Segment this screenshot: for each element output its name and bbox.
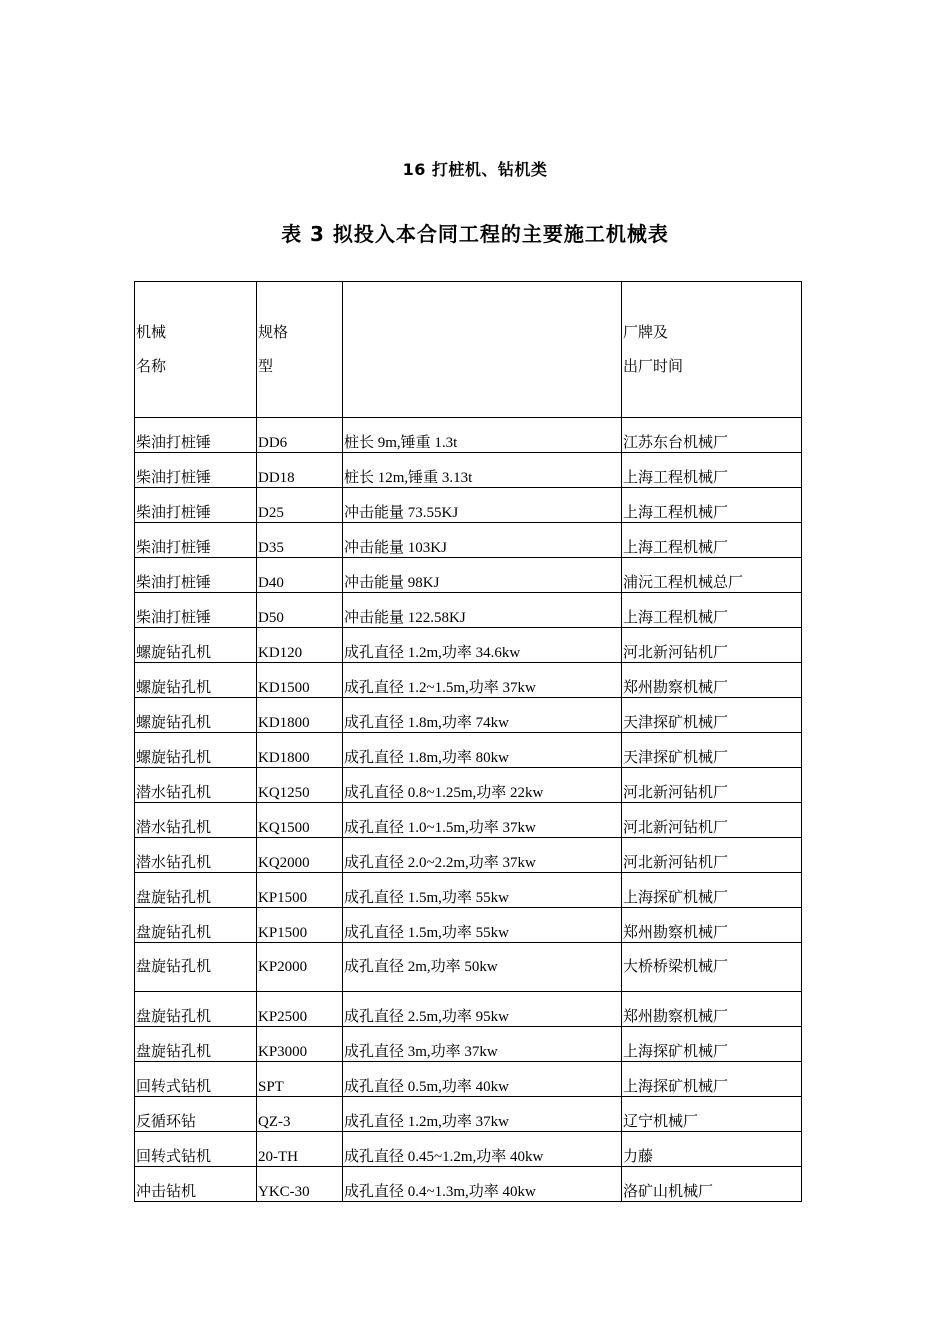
cell-model: DD18 (257, 453, 343, 488)
cell-machine-name: 盘旋钻孔机 (135, 943, 257, 992)
cell-model: KQ1500 (257, 803, 343, 838)
table-row (135, 628, 802, 663)
header-text: 出厂时间 (623, 358, 684, 375)
cell-maker: 河北新河钻机厂 (622, 768, 802, 803)
header-text: 型 (258, 358, 274, 375)
cell-spec: 冲击能量 98KJ (343, 558, 622, 593)
cell-spec: 成孔直径 0.45~1.2m,功率 40kw (343, 1132, 622, 1167)
cell-model: KP1500 (257, 908, 343, 943)
cell-maker: 郑州勘察机械厂 (622, 908, 802, 943)
header-cell-maker (622, 282, 802, 418)
cell-spec: 成孔直径 3m,功率 37kw (343, 1027, 622, 1062)
cell-maker: 上海工程机械厂 (622, 488, 802, 523)
cell-machine-name: 潜水钻孔机 (135, 838, 257, 873)
cell-maker: 上海探矿机械厂 (622, 873, 802, 908)
table-row (135, 908, 802, 943)
cell-machine-name: 回转式钻机 (135, 1132, 257, 1167)
cell-machine-name: 回转式钻机 (135, 1062, 257, 1097)
cell-maker: 天津探矿机械厂 (622, 733, 802, 768)
table-row (135, 523, 802, 558)
header-cell-model (257, 282, 343, 418)
table-row (135, 1097, 802, 1132)
cell-maker: 上海工程机械厂 (622, 593, 802, 628)
cell-machine-name: 反循环钻 (135, 1097, 257, 1132)
cell-model: KD1800 (257, 698, 343, 733)
header-text: 厂牌及 (623, 324, 669, 341)
cell-machine-name: 冲击钻机 (135, 1167, 257, 1202)
table-row (135, 803, 802, 838)
cell-maker: 河北新河钻机厂 (622, 628, 802, 663)
cell-model: D35 (257, 523, 343, 558)
cell-spec: 桩长 12m,锤重 3.13t (343, 453, 622, 488)
cell-maker: 浦沅工程机械总厂 (622, 558, 802, 593)
table-row (135, 1167, 802, 1202)
cell-maker: 力藤 (622, 1132, 802, 1167)
cell-machine-name: 螺旋钻孔机 (135, 698, 257, 733)
table-row (135, 453, 802, 488)
header-text: 名称 (136, 358, 167, 375)
table-row (135, 768, 802, 803)
cell-spec: 成孔直径 1.5m,功率 55kw (343, 908, 622, 943)
cell-spec: 成孔直径 1.8m,功率 80kw (343, 733, 622, 768)
cell-model: KP2500 (257, 992, 343, 1027)
cell-spec: 成孔直径 0.5m,功率 40kw (343, 1062, 622, 1097)
cell-machine-name: 潜水钻孔机 (135, 768, 257, 803)
cell-spec: 成孔直径 1.0~1.5m,功率 37kw (343, 803, 622, 838)
cell-machine-name: 螺旋钻孔机 (135, 733, 257, 768)
table-row (135, 943, 802, 992)
cell-model: KP2000 (257, 943, 343, 992)
cell-model: KD120 (257, 628, 343, 663)
machinery-table (134, 281, 802, 1202)
cell-model: QZ-3 (257, 1097, 343, 1132)
cell-maker: 洛矿山机械厂 (622, 1167, 802, 1202)
table-row (135, 873, 802, 908)
cell-machine-name: 柴油打桩锤 (135, 593, 257, 628)
cell-model: KQ2000 (257, 838, 343, 873)
header-cell-spec (343, 282, 622, 418)
cell-spec: 成孔直径 2.5m,功率 95kw (343, 992, 622, 1027)
cell-machine-name: 盘旋钻孔机 (135, 908, 257, 943)
cell-model: KD1800 (257, 733, 343, 768)
table-row (135, 558, 802, 593)
cell-spec: 桩长 9m,锤重 1.3t (343, 418, 622, 453)
table-row (135, 488, 802, 523)
cell-maker: 郑州勘察机械厂 (622, 992, 802, 1027)
table-row (135, 698, 802, 733)
cell-model: D50 (257, 593, 343, 628)
cell-machine-name: 柴油打桩锤 (135, 523, 257, 558)
cell-spec: 成孔直径 1.8m,功率 74kw (343, 698, 622, 733)
cell-machine-name: 柴油打桩锤 (135, 418, 257, 453)
cell-maker: 天津探矿机械厂 (622, 698, 802, 733)
cell-spec: 成孔直径 1.2m,功率 34.6kw (343, 628, 622, 663)
cell-spec: 成孔直径 0.8~1.25m,功率 22kw (343, 768, 622, 803)
header-cell-machine-name (135, 282, 257, 418)
cell-spec: 成孔直径 1.2m,功率 37kw (343, 1097, 622, 1132)
cell-maker: 郑州勘察机械厂 (622, 663, 802, 698)
cell-spec: 冲击能量 73.55KJ (343, 488, 622, 523)
cell-maker: 上海探矿机械厂 (622, 1027, 802, 1062)
cell-model: 20-TH (257, 1132, 343, 1167)
cell-machine-name: 螺旋钻孔机 (135, 628, 257, 663)
cell-maker: 大桥桥梁机械厂 (622, 943, 802, 992)
cell-model: D40 (257, 558, 343, 593)
header-text: 机械 (136, 324, 167, 341)
cell-maker: 辽宁机械厂 (622, 1097, 802, 1132)
cell-machine-name: 柴油打桩锤 (135, 488, 257, 523)
table-row (135, 1132, 802, 1167)
table-row (135, 663, 802, 698)
cell-model: DD6 (257, 418, 343, 453)
table-row (135, 838, 802, 873)
cell-maker: 上海工程机械厂 (622, 453, 802, 488)
cell-model: KQ1250 (257, 768, 343, 803)
cell-maker: 河北新河钻机厂 (622, 838, 802, 873)
cell-spec: 冲击能量 103KJ (343, 523, 622, 558)
cell-spec: 成孔直径 1.5m,功率 55kw (343, 873, 622, 908)
table-row (135, 418, 802, 453)
section-heading: 16 打桩机、钻机类 (402, 160, 548, 179)
cell-machine-name: 柴油打桩锤 (135, 558, 257, 593)
cell-spec: 成孔直径 2.0~2.2m,功率 37kw (343, 838, 622, 873)
cell-model: KD1500 (257, 663, 343, 698)
table-header-row (135, 282, 802, 418)
cell-model: KP1500 (257, 873, 343, 908)
cell-machine-name: 盘旋钻孔机 (135, 992, 257, 1027)
cell-spec: 成孔直径 2m,功率 50kw (343, 943, 622, 992)
cell-machine-name: 柴油打桩锤 (135, 453, 257, 488)
table-row (135, 593, 802, 628)
table-row (135, 992, 802, 1027)
cell-spec: 冲击能量 122.58KJ (343, 593, 622, 628)
table-title: 表 3 拟投入本合同工程的主要施工机械表 (281, 222, 669, 246)
cell-maker: 上海工程机械厂 (622, 523, 802, 558)
cell-spec: 成孔直径 1.2~1.5m,功率 37kw (343, 663, 622, 698)
cell-machine-name: 潜水钻孔机 (135, 803, 257, 838)
cell-maker: 河北新河钻机厂 (622, 803, 802, 838)
cell-machine-name: 螺旋钻孔机 (135, 663, 257, 698)
cell-model: SPT (257, 1062, 343, 1097)
cell-model: D25 (257, 488, 343, 523)
cell-model: YKC-30 (257, 1167, 343, 1202)
cell-maker: 江苏东台机械厂 (622, 418, 802, 453)
cell-machine-name: 盘旋钻孔机 (135, 873, 257, 908)
table-row (135, 1062, 802, 1097)
table-row (135, 1027, 802, 1062)
cell-machine-name: 盘旋钻孔机 (135, 1027, 257, 1062)
cell-model: KP3000 (257, 1027, 343, 1062)
header-text: 规格 (258, 324, 289, 341)
cell-spec: 成孔直径 0.4~1.3m,功率 40kw (343, 1167, 622, 1202)
table-row (135, 733, 802, 768)
cell-maker: 上海探矿机械厂 (622, 1062, 802, 1097)
